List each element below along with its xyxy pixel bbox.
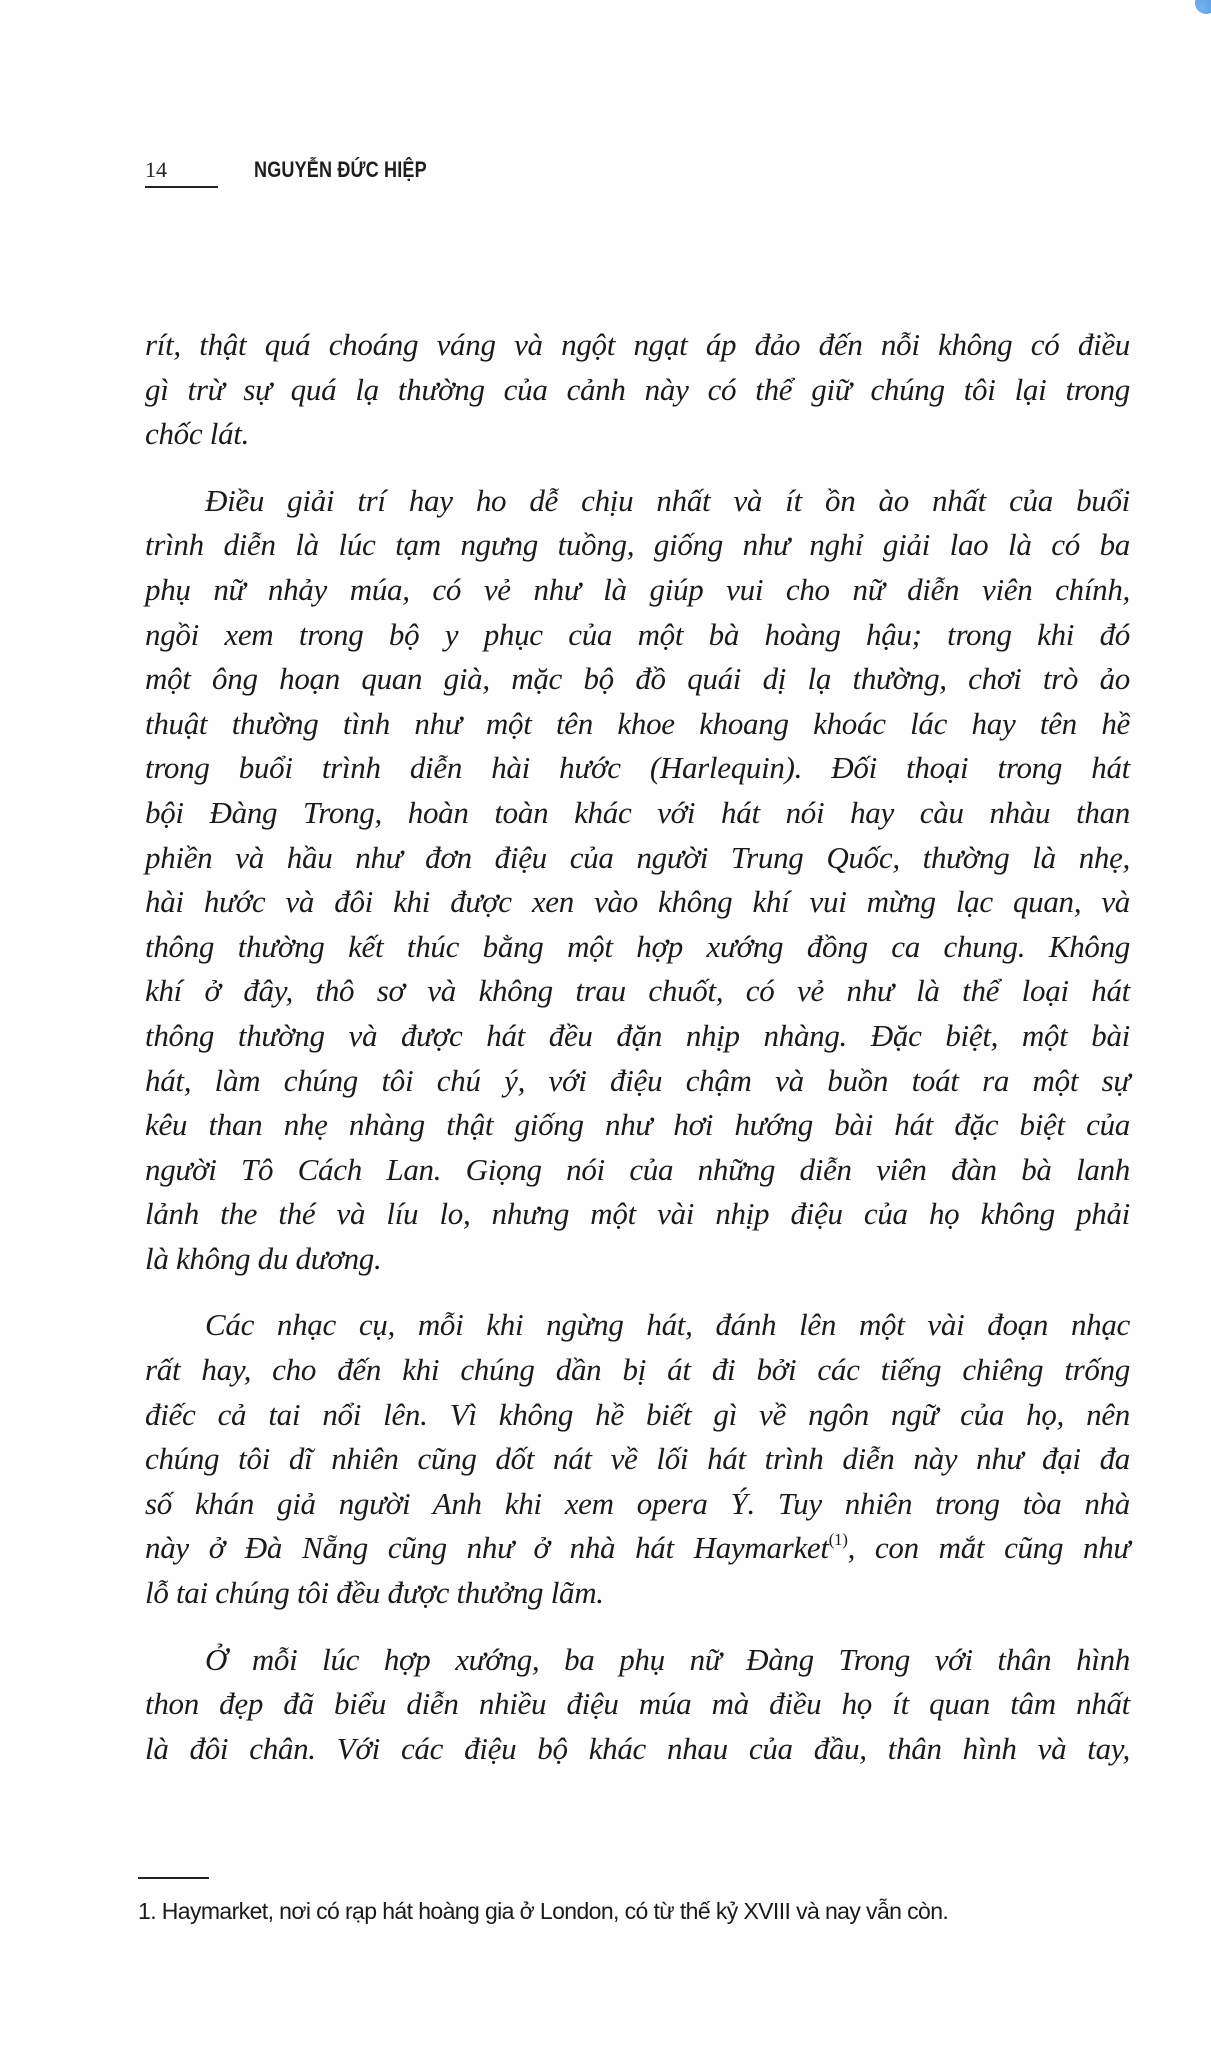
text-line: ngồi xem trong bộ y phục của một bà hoàng hậu; trong khi đó [145,616,1130,652]
text-line: trình diễn là lúc tạm ngưng tuồng, giống như nghỉ giải lao là có ba [145,527,1130,563]
text-line: người Tô Cách Lan. Giọng nói của những diễn viên đàn bà lanh [145,1151,1130,1187]
text-line: rít, thật quá choáng váng và ngột ngạt áp đảo đến nỗi không có điều [145,327,1130,362]
text-line: Các nhạc cụ, mỗi khi ngừng hát, đánh lên một vài đoạn nhạc [205,1307,1130,1343]
paragraph [145,323,1130,457]
text-line: rất hay, cho đến khi chúng dần bị át đi bởi các tiếng chiêng trống [145,1352,1130,1388]
text-line: khí ở đây, thô sơ và không trau chuốt, có vẻ như là thể loại hát [145,973,1130,1009]
text-line: lỗ tai chúng tôi đều được thưởng lãm. [145,1575,604,1611]
text-segment: này ở Đà Nẵng cũng như ở nhà hát Haymarket [145,1530,829,1566]
page-header [145,148,465,188]
text-line: là không du dương. [145,1240,382,1276]
paragraph [145,479,1130,1282]
text-line: điếc cả tai nổi lên. Vì không hề biết gì về ngôn ngữ của họ, nên [145,1396,1130,1432]
text-line: thông thường và được hát đều đặn nhịp nhàng. Đặc biệt, một bài [145,1017,1130,1053]
footnote-reference[interactable]: (1) [828,1530,848,1550]
text-line: phụ nữ nhảy múa, có vẻ như là giúp vui cho nữ diễn viên chính, [145,571,1130,607]
page-number: 14 [145,157,218,188]
text-line: thông thường kết thúc bằng một hợp xướng đồng ca chung. Không [145,928,1130,964]
scan-edge-mark [1195,0,1211,14]
text-line: một ông hoạn quan già, mặc bộ đồ quái dị lạ thường, chơi trò ảo [145,661,1130,697]
text-line: bội Đàng Trong, hoàn toàn khác với hát nói hay càu nhàu than [145,794,1130,830]
text-line: Điều giải trí hay ho dễ chịu nhất và ít ồn ào nhất của buổi [205,482,1130,518]
text-line: số khán giả người Anh khi xem opera Ý. Tuy nhiên trong tòa nhà [145,1485,1130,1521]
text-line: trong buổi trình diễn hài hước (Harlequin). Đối thoại trong hát [145,750,1130,786]
text-line: thon đẹp đã biểu diễn nhiều điệu múa mà điều họ ít quan tâm nhất [145,1686,1130,1722]
text-line-with-footnote [145,1526,1130,1571]
text-line: gì trừ sự quá lạ thường của cảnh này có thể giữ chúng tôi lại trong [145,371,1130,407]
text-line: Ở mỗi lúc hợp xướng, ba phụ nữ Đàng Trong với thân hình [205,1641,1130,1677]
text-line: lảnh the thé và líu lo, nhưng một vài nhịp điệu của họ không phải [145,1196,1130,1232]
text-segment: , con mắt cũng như [847,1530,1131,1566]
footnote-separator [138,1877,209,1879]
paragraph [145,1638,1130,1772]
text-line: phiền và hầu như đơn điệu của người Trung Quốc, thường là nhẹ, [145,839,1130,875]
text-line: hài hước và đôi khi được xen vào không khí vui mừng lạc quan, và [145,884,1130,920]
text-line: là đôi chân. Với các điệu bộ khác nhau của đầu, thân hình và tay, [145,1730,1130,1766]
text-line: chúng tôi dĩ nhiên cũng dốt nát về lối hát trình diễn này như đại đa [145,1441,1130,1477]
text-line: hát, làm chúng tôi chú ý, với điệu chậm và buồn toát ra một sự [145,1062,1130,1098]
footnote: 1. Haymarket, nơi có rạp hát hoàng gia ở London, có từ thế kỷ XVIII và nay vẫn còn. [138,1898,949,1924]
text-line: kêu than nhẹ nhàng thật giống như hơi hướng bài hát đặc biệt của [145,1107,1130,1143]
running-head-author: NGUYỄN ĐỨC HIỆP [254,157,427,182]
text-line: chốc lát. [145,416,250,452]
body-text [145,323,1130,1793]
text-line: thuật thường tình như một tên khoe khoang khoác lác hay tên hề [145,705,1130,741]
paragraph [145,1303,1130,1615]
